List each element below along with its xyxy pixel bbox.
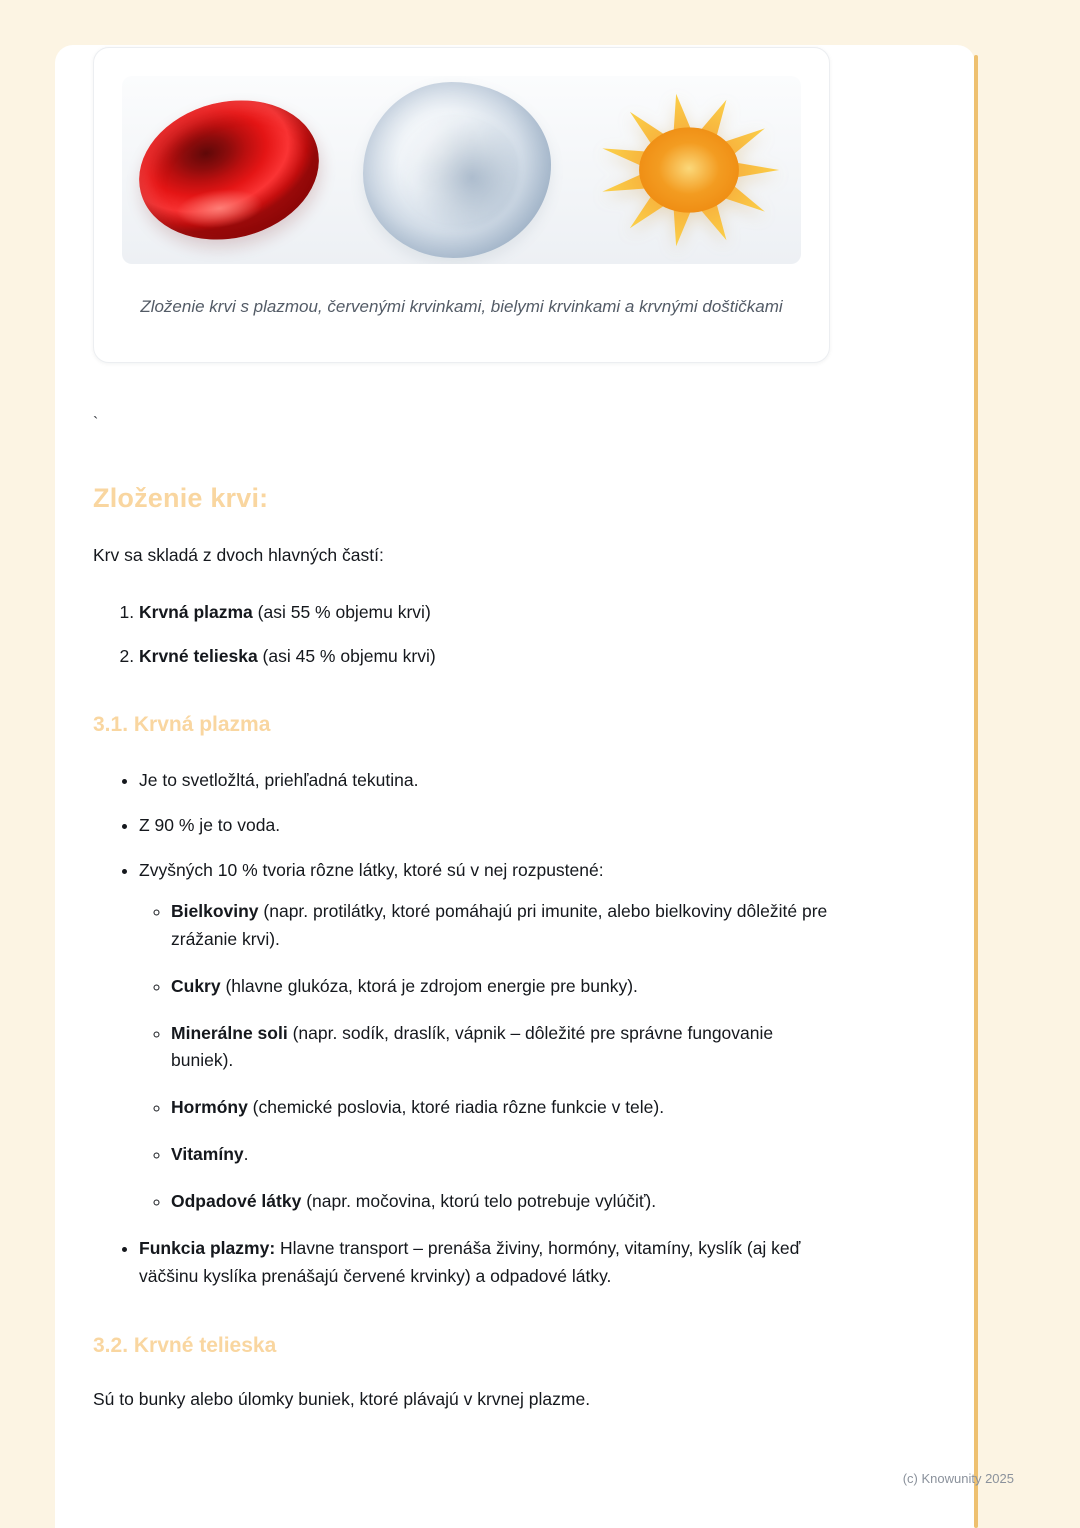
white-blood-cell-icon (363, 82, 551, 258)
list-item-text: Hlavne transport – prenáša živiny, hormóny, vitamíny, kyslík (aj keď väčšinu kyslíka prenášajú červené krvinky) a odpadové látky. (139, 1238, 801, 1286)
list-item-bold: Krvná plazma (139, 601, 253, 622)
list-item-bold: Krvné telieska (139, 645, 258, 666)
list-item-bold: Vitamíny (171, 1144, 244, 1165)
subsection-title-telieska: 3.2. Krvné telieska (93, 1333, 277, 1357)
list-item (139, 857, 830, 1215)
list-item-text: (asi 55 % objemu krvi) (252, 601, 431, 622)
list-item (139, 599, 830, 625)
list-item (139, 812, 830, 839)
blood-cells-image (122, 76, 801, 264)
bullet-list (93, 767, 830, 1290)
list-item-bold: Minerálne soli (171, 1022, 288, 1043)
list-item-text: Z 90 % je to voda. (139, 815, 281, 836)
list-item-text: (chemické poslovia, ktoré riadia rôzne funkcie v tele). (247, 1097, 665, 1118)
list-item-text: (hlavne glukóza, ktorá je zdrojom energie pre bunky). (220, 975, 638, 996)
list-item (139, 1235, 830, 1289)
list-item-bold: Hormóny (171, 1097, 248, 1118)
list-item-text: . (243, 1144, 249, 1165)
list-item-bold: Cukry (171, 975, 221, 996)
list-item-text: (napr. močovina, ktorú telo potrebuje vylúčiť). (301, 1191, 657, 1212)
telieska-paragraph: Sú to bunky alebo úlomky buniek, ktoré plávajú v krvnej plazme. (93, 1388, 591, 1409)
list-item (171, 973, 830, 1000)
list-item (171, 1141, 830, 1168)
list-item (139, 643, 830, 669)
content-card (55, 45, 975, 1528)
numbered-list (93, 599, 830, 670)
intro-paragraph: Krv sa skladá z dvoch hlavných častí: (93, 545, 384, 566)
section-title: Zloženie krvi: (93, 483, 269, 514)
list-item-text: (napr. sodík, draslík, vápnik – dôležité pre správne fungovanie buniek). (171, 1022, 774, 1070)
figure-caption: Zloženie krvi s plazmou, červenými krvinkami, bielymi krvinkami a krvnými doštičkami (140, 297, 783, 316)
stray-character: ` (93, 415, 99, 433)
list-item-bold: Bielkoviny (171, 901, 259, 922)
list-item-text: (asi 45 % objemu krvi) (257, 645, 436, 666)
list-item (171, 1094, 830, 1121)
subsection-title-plazma: 3.1. Krvná plazma (93, 713, 271, 737)
list-item (171, 898, 830, 952)
list-item (139, 767, 830, 794)
platelet-icon (593, 88, 785, 252)
list-item-text: Je to svetložltá, priehľadná tekutina. (139, 770, 419, 791)
list-item-text: Zvyšných 10 % tvoria rôzne látky, ktoré sú v nej rozpustené: (139, 860, 604, 881)
list-item-bold: Odpadové látky (171, 1191, 302, 1212)
figure-card (93, 47, 830, 363)
copyright-footer: (c) Knowunity 2025 (902, 1471, 1014, 1486)
list-item-bold: Funkcia plazmy: (139, 1238, 276, 1259)
list-item (171, 1188, 830, 1215)
list-item-text: (napr. protilátky, ktoré pomáhajú pri imunite, alebo bielkoviny dôležité pre zrážanie krvi). (171, 901, 828, 949)
list-item (171, 1020, 830, 1074)
page-edge-divider (974, 55, 978, 1528)
sub-bullet-list (139, 898, 830, 1215)
red-blood-cell-icon (124, 82, 333, 258)
